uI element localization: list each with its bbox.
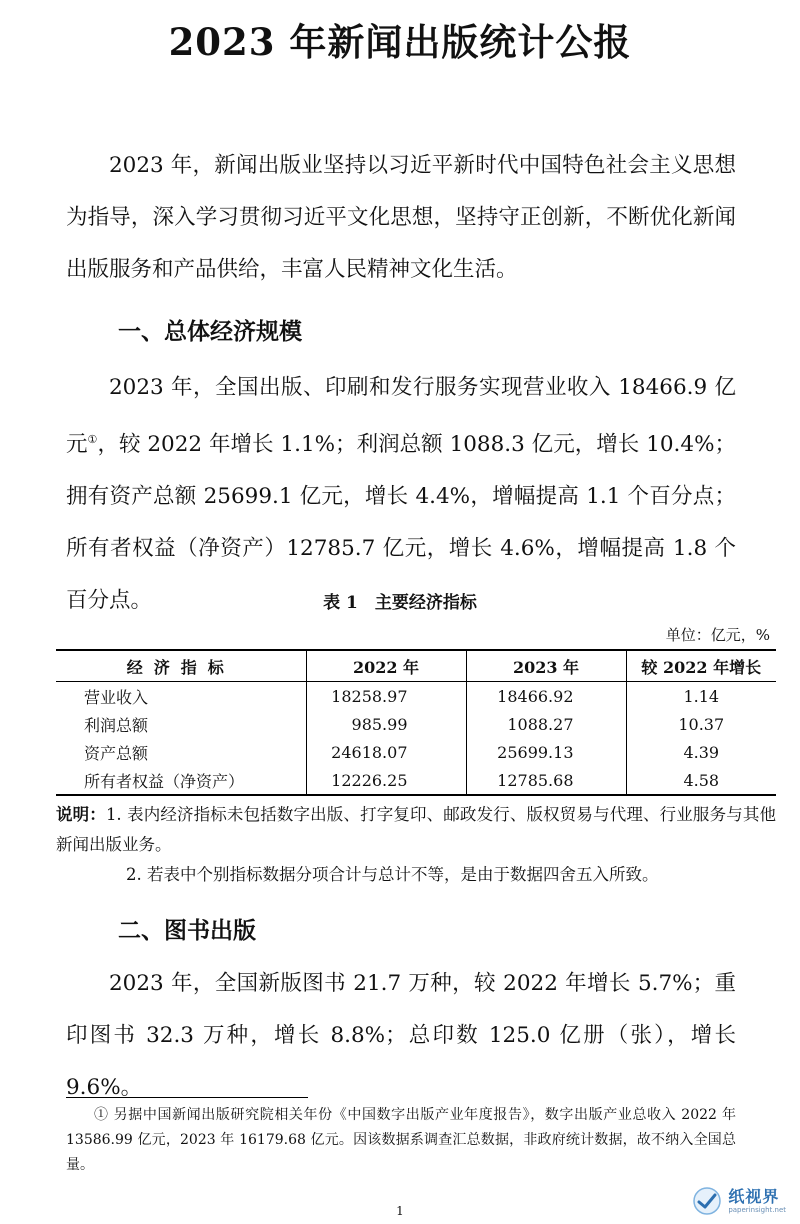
intro-paragraph: 2023 年，新闻出版业坚持以习近平新时代中国特色社会主义思想为指导，深入学习贯彻习近平文化思想，坚持守正创新，不断优化新闻出版服务和产品供给，丰富人民精神文化生活。 bbox=[66, 153, 736, 282]
page-number: 1 bbox=[396, 1204, 404, 1218]
table-note-1 bbox=[56, 800, 776, 860]
footnote: ① 另据中国新闻出版研究院相关年份《中国数字出版产业年度报告》，数字出版产业总收入 2022 年 13586.99 亿元，2023 年 16179.68 亿元。因该数据系调查汇总数据，非政府统计数据，故不纳入全国总量。 bbox=[66, 1107, 736, 1173]
table-cell-indicator: 营业收入 bbox=[84, 687, 149, 707]
table-header-row bbox=[56, 650, 776, 682]
paperinsight-logo-icon bbox=[692, 1186, 722, 1216]
note-1-text: 1. 表内经济指标未包括数字出版、打字复印、邮政发行、版权贸易与代理、行业服务与其他新闻出版业务。 bbox=[56, 805, 776, 854]
table-cell-2023: 1088.27 bbox=[466, 710, 626, 738]
watermark-name: 纸视界 bbox=[728, 1186, 780, 1206]
table-cell-indicator: 利润总额 bbox=[84, 715, 149, 735]
table-cell-2022: 985.99 bbox=[306, 710, 466, 738]
footnote-divider bbox=[66, 1097, 308, 1098]
section-heading-economy: 一、总体经济规模 bbox=[118, 318, 302, 345]
table-row bbox=[56, 766, 776, 795]
section-heading-books: 二、图书出版 bbox=[118, 917, 256, 944]
economy-paragraph-part-b: ，较 2022 年增长 1.1%；利润总额 1088.3 亿元，增长 10.4%；拥有资产总额 25699.1 亿元，增长 4.4%，增幅提高 1.1 个百分点；所有者权益（净资产）12785.7 亿元，增长 4.6%，增幅提高 1.8 个百分点。 bbox=[66, 432, 736, 614]
table-cell-growth: 4.58 bbox=[626, 766, 776, 795]
table-note-2: 2. 若表中个别指标数据分项合计与总计不等，是由于数据四舍五入所致。 bbox=[126, 865, 659, 884]
table-cell-2022: 18258.97 bbox=[306, 682, 466, 711]
footnote-reference[interactable]: ① bbox=[87, 433, 98, 446]
table-cell-indicator: 所有者权益（净资产） bbox=[84, 771, 245, 791]
table-header-cell: 较 2022 年增长 bbox=[626, 650, 776, 682]
table-cell-2023: 25699.13 bbox=[466, 738, 626, 766]
table-cell-indicator: 资产总额 bbox=[84, 743, 149, 763]
document-title: 2023 年新闻出版统计公报 bbox=[168, 20, 632, 64]
watermark-site: paperinsight.net bbox=[728, 1205, 786, 1214]
table-unit-label: 单位：亿元，% bbox=[665, 626, 770, 644]
economic-indicators-table bbox=[56, 649, 776, 796]
table-header-cell: 2023 年 bbox=[466, 650, 626, 682]
notes-label: 说明： bbox=[56, 805, 106, 824]
table-notes bbox=[56, 800, 776, 890]
table-row bbox=[56, 738, 776, 766]
table-row bbox=[56, 682, 776, 711]
books-paragraph: 2023 年，全国新版图书 21.7 万种，较 2022 年增长 5.7%；重印图书 32.3 万种，增长 8.8%；总印数 125.0 亿册（张），增长 9.6%。 bbox=[66, 971, 736, 1100]
table-cell-2023: 18466.92 bbox=[466, 682, 626, 711]
watermark bbox=[692, 1186, 786, 1216]
table-caption: 表 1 主要经济指标 bbox=[323, 593, 477, 613]
table-cell-2022: 12226.25 bbox=[306, 766, 466, 795]
table-cell-growth: 4.39 bbox=[626, 738, 776, 766]
table-cell-2022: 24618.07 bbox=[306, 738, 466, 766]
table-header-cell: 经济指标 bbox=[56, 650, 306, 682]
economy-paragraph-part-a: 2023 年，全国出版、印刷和发行服务实现营业收入 18466.9 亿元 bbox=[66, 375, 736, 458]
table-row bbox=[56, 710, 776, 738]
table-cell-growth: 1.14 bbox=[626, 682, 776, 711]
table-cell-2023: 12785.68 bbox=[466, 766, 626, 795]
table-header-cell: 2022 年 bbox=[306, 650, 466, 682]
table-cell-growth: 10.37 bbox=[626, 710, 776, 738]
